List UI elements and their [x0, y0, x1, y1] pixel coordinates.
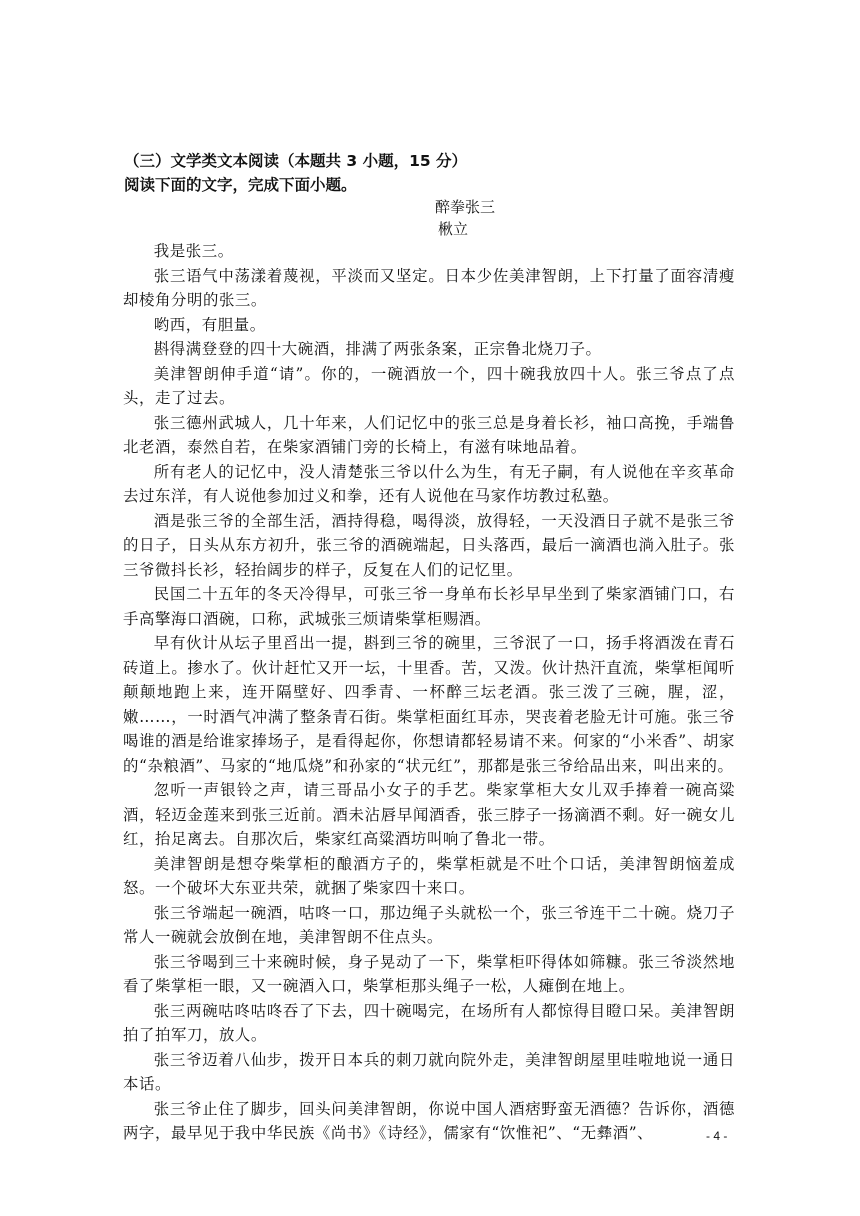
paragraph: 张三语气中荡漾着蔑视，平淡而又坚定。日本少佐美津智朗，上下打量了面容清瘦却棱角分明的张三。	[123, 266, 735, 309]
story-title: 醉拳张三	[434, 198, 495, 216]
paragraph: 所有老人的记忆中，没人清楚张三爷以什么为生，有无子嗣，有人说他在辛亥革命去过东洋，有人说他参加过义和拳，还有人说他在马家作坊教过私塾。	[123, 462, 735, 505]
paragraph: 张三德州武城人，几十年来，人们记忆中的张三总是身着长衫，袖口高挽，手端鲁北老酒，泰然自若，在柴家酒铺门旁的长椅上，有滋有味地品着。	[123, 413, 735, 456]
paragraph: 张三爷止住了脚步，回头问美津智朗，你说中国人酒痞野蛮无酒德？告诉你，酒德两字，最早见于我中华民族《尚书》《诗经》，儒家有“饮惟祀”、“无彝酒”、	[123, 1099, 735, 1142]
paragraph: 我是张三。	[153, 242, 234, 260]
paragraph: 忽听一声银铃之声，请三哥品小女子的手艺。柴家掌柜大女儿双手捧着一碗高粱酒，轻迈金莲来到张三近前。酒未沾唇早闻酒香，张三脖子一扬滴酒不剩。好一碗女儿红，抬足离去。自那次后，柴家红高粱酒坊叫响了鲁北一带。	[123, 781, 735, 848]
story-author: 楸立	[438, 220, 469, 238]
paragraph: 酒是张三爷的全部生活，酒持得稳，喝得淡，放得轻，一天没酒日子就不是张三爷的日子，日头从东方初升，张三爷的酒碗端起，日头落西，最后一滴酒也淌入肚子。张三爷微抖长衫，轻抬阔步的样子，反复在人们的记忆里。	[123, 511, 735, 579]
paragraph: 张三爷端起一碗酒，咕咚一口，那边绳子头就松一个，张三爷连干二十碗。烧刀子常人一碗就会放倒在地，美津智朗不住点头。	[123, 903, 735, 946]
reading-instruction: 阅读下面的文字，完成下面小题。	[124, 176, 357, 194]
paragraph: 美津智朗是想夺柴掌柜的酿酒方子的，柴掌柜就是不吐个口话，美津智朗恼羞成怒。一个破坏大东亚共荣，就捆了柴家四十来口。	[123, 854, 735, 897]
story-body	[123, 239, 735, 1146]
paragraph: 斟得满登登的四十大碗酒，排满了两张条案，正宗鲁北烧刀子。	[153, 340, 602, 358]
paragraph: 哟西，有胆量。	[153, 315, 266, 334]
paragraph: 民国二十五年的冬天冷得早，可张三爷一身单布长衫早早坐到了柴家酒铺门口，右手高擎海口酒碗，口称，武城张三烦请柴掌柜赐酒。	[123, 585, 735, 628]
paragraph: 早有伙计从坛子里舀出一提，斟到三爷的碗里，三爷泯了一口，扬手将酒泼在青石砖道上。掺水了。伙计赶忙又开一坛，十里香。苦，又泼。伙计热汗直流，柴掌柜闻听颠颠地跑上来，连开隔壁好、四季青、一杯醉三坛老酒。张三泼了三碗，腥，涩，嫩……，一时酒气冲满了整条青石街。柴掌柜面红耳赤，哭丧着老脸无计可施。张三爷喝谁的酒是给谁家捧场子，是看得起你，你想请都轻易请不来。何家的“小米香”、胡家的“杂粮酒”、马家的“地瓜烧”和孙家的“状元红”，那都是张三爷给品出来，叫出来的。	[123, 634, 735, 775]
paragraph: 张三爷喝到三十来碗时候，身子晃动了一下，柴掌柜吓得体如筛糠。张三爷淡然地看了柴掌柜一眼，又一碗酒入口，柴掌柜那头绳子一松，人瘫倒在地上。	[123, 952, 735, 995]
paragraph: 美津智朗伸手道“请”。你的，一碗酒放一个，四十碗我放四十人。张三爷点了点头，走了过去。	[123, 364, 735, 407]
paragraph: 张三两碗咕咚咕咚吞了下去，四十碗喝完，在场所有人都惊得目瞪口呆。美津智朗拍了拍军刀，放人。	[123, 1001, 735, 1044]
section-heading: （三）文学类文本阅读（本题共 3 小题，15 分）	[124, 152, 468, 170]
page-number: - 4 -	[706, 1129, 728, 1143]
paragraph: 张三爷迈着八仙步，拨开日本兵的刺刀就向院外走，美津智朗屋里哇啦地说一通日本话。	[123, 1050, 735, 1093]
